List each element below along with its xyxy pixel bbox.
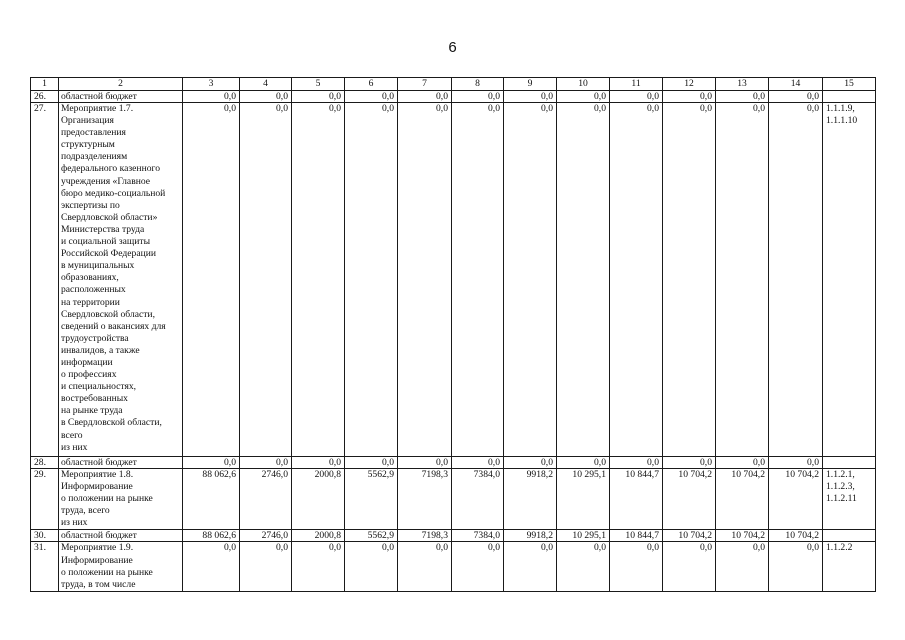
value-cell: 0,0 [716, 457, 769, 469]
value-cell: 10 844,7 [610, 469, 663, 530]
value-cell: 0,0 [663, 542, 716, 591]
value-cell: 0,0 [292, 457, 345, 469]
header-row [31, 78, 876, 91]
description-cell: областной бюджет [59, 91, 183, 103]
budget-table [30, 77, 876, 592]
value-cell: 0,0 [557, 542, 610, 591]
description-cell: областной бюджет [59, 530, 183, 542]
value-cell: 0,0 [504, 457, 557, 469]
table-row [31, 542, 876, 591]
header-cell: 12 [663, 78, 716, 91]
value-cell: 0,0 [663, 91, 716, 103]
value-cell: 0,0 [292, 542, 345, 591]
value-cell: 88 062,6 [183, 530, 240, 542]
target-codes-cell: 1.1.2.1, 1.1.2.3, 1.1.2.11 [823, 469, 876, 530]
value-cell: 10 704,2 [663, 469, 716, 530]
header-cell: 2 [59, 78, 183, 91]
value-cell: 10 295,1 [557, 530, 610, 542]
description-cell: Мероприятие 1.8. Информирование о положении на рынке труда, всего из них [59, 469, 183, 530]
target-codes-cell [823, 91, 876, 103]
value-cell: 0,0 [663, 103, 716, 457]
value-cell: 7384,0 [452, 469, 504, 530]
table-row [31, 530, 876, 542]
value-cell: 0,0 [610, 542, 663, 591]
value-cell: 10 844,7 [610, 530, 663, 542]
value-cell: 7198,3 [398, 469, 452, 530]
header-cell: 3 [183, 78, 240, 91]
header-cell: 13 [716, 78, 769, 91]
value-cell: 7384,0 [452, 530, 504, 542]
header-cell: 5 [292, 78, 345, 91]
description-cell: Мероприятие 1.7. Организация предоставления структурным подразделениям федерального казенного учреждения «Главное бюро медико-социальной экспертизы по Свердловской области» Министерства труда и социальной защиты Российской Федерации в муниципальных образованиях, расположенных на территории Свердловской области, сведений о вакансиях для трудоустройства инвалидов, а также информации о профессиях и специальностях, востребованных на рынке труда в Свердловской области, всего из них [59, 103, 183, 457]
target-codes-cell: 1.1.1.9, 1.1.1.10 [823, 103, 876, 457]
value-cell: 10 295,1 [557, 469, 610, 530]
value-cell: 0,0 [610, 103, 663, 457]
value-cell: 0,0 [610, 91, 663, 103]
header-cell: 4 [240, 78, 292, 91]
header-cell: 1 [31, 78, 59, 91]
value-cell: 0,0 [504, 542, 557, 591]
header-cell: 10 [557, 78, 610, 91]
value-cell: 0,0 [716, 91, 769, 103]
value-cell: 0,0 [240, 103, 292, 457]
row-number-cell: 27. [31, 103, 59, 457]
row-number-cell: 28. [31, 457, 59, 469]
value-cell: 2000,8 [292, 530, 345, 542]
header-cell: 9 [504, 78, 557, 91]
value-cell: 0,0 [183, 457, 240, 469]
value-cell: 7198,3 [398, 530, 452, 542]
value-cell: 0,0 [398, 542, 452, 591]
value-cell: 10 704,2 [769, 530, 823, 542]
table-row [31, 469, 876, 530]
value-cell: 88 062,6 [183, 469, 240, 530]
value-cell: 0,0 [610, 457, 663, 469]
value-cell: 0,0 [183, 91, 240, 103]
value-cell: 0,0 [240, 91, 292, 103]
value-cell: 0,0 [345, 91, 398, 103]
row-number-cell: 30. [31, 530, 59, 542]
value-cell: 0,0 [240, 542, 292, 591]
value-cell: 0,0 [557, 103, 610, 457]
page-number: 6 [448, 39, 457, 56]
target-codes-cell: 1.1.2.2 [823, 542, 876, 591]
header-cell: 6 [345, 78, 398, 91]
row-number-cell: 29. [31, 469, 59, 530]
value-cell: 0,0 [716, 542, 769, 591]
value-cell: 0,0 [769, 542, 823, 591]
header-cell: 8 [452, 78, 504, 91]
table-row [31, 103, 876, 457]
value-cell: 0,0 [452, 91, 504, 103]
value-cell: 0,0 [504, 103, 557, 457]
description-cell: областной бюджет [59, 457, 183, 469]
table-row [31, 457, 876, 469]
value-cell: 0,0 [345, 103, 398, 457]
row-number-cell: 31. [31, 542, 59, 591]
value-cell: 0,0 [345, 457, 398, 469]
value-cell: 0,0 [292, 91, 345, 103]
row-number-cell: 26. [31, 91, 59, 103]
header-cell: 11 [610, 78, 663, 91]
value-cell: 0,0 [398, 457, 452, 469]
value-cell: 10 704,2 [716, 469, 769, 530]
value-cell: 2000,8 [292, 469, 345, 530]
value-cell: 0,0 [398, 103, 452, 457]
value-cell: 0,0 [240, 457, 292, 469]
header-cell: 15 [823, 78, 876, 91]
table-row [31, 91, 876, 103]
value-cell: 5562,9 [345, 469, 398, 530]
target-codes-cell [823, 457, 876, 469]
value-cell: 0,0 [716, 103, 769, 457]
value-cell: 0,0 [452, 542, 504, 591]
value-cell: 0,0 [292, 103, 345, 457]
value-cell: 9918,2 [504, 530, 557, 542]
value-cell: 0,0 [183, 542, 240, 591]
value-cell: 0,0 [183, 103, 240, 457]
header-cell: 7 [398, 78, 452, 91]
value-cell: 0,0 [557, 457, 610, 469]
value-cell: 0,0 [769, 103, 823, 457]
value-cell: 0,0 [769, 457, 823, 469]
value-cell: 0,0 [504, 91, 557, 103]
value-cell: 0,0 [452, 457, 504, 469]
value-cell: 0,0 [398, 91, 452, 103]
target-codes-cell [823, 530, 876, 542]
value-cell: 10 704,2 [716, 530, 769, 542]
value-cell: 10 704,2 [663, 530, 716, 542]
value-cell: 10 704,2 [769, 469, 823, 530]
value-cell: 0,0 [663, 457, 716, 469]
value-cell: 2746,0 [240, 469, 292, 530]
header-cell: 14 [769, 78, 823, 91]
value-cell: 0,0 [557, 91, 610, 103]
value-cell: 0,0 [452, 103, 504, 457]
value-cell: 5562,9 [345, 530, 398, 542]
value-cell: 9918,2 [504, 469, 557, 530]
value-cell: 0,0 [345, 542, 398, 591]
value-cell: 0,0 [769, 91, 823, 103]
description-cell: Мероприятие 1.9. Информирование о положении на рынке труда, в том числе [59, 542, 183, 591]
value-cell: 2746,0 [240, 530, 292, 542]
